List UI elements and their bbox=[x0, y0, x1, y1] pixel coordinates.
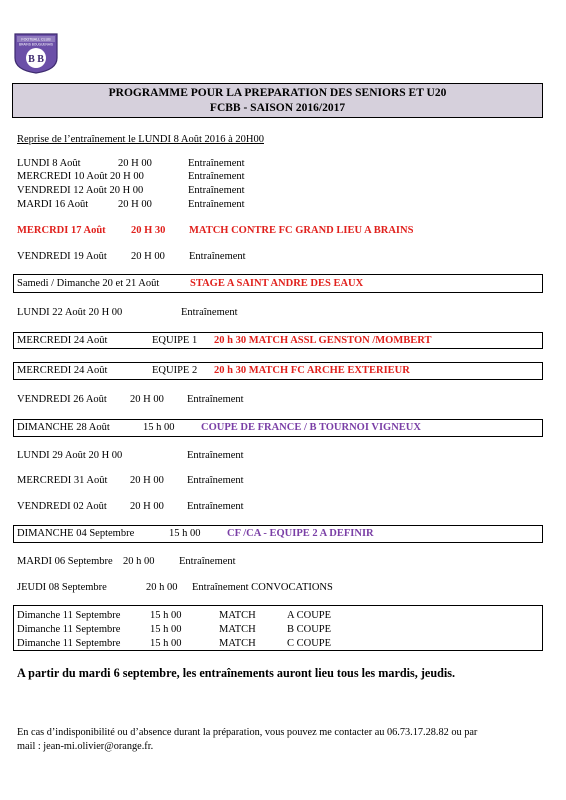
match-time: 15 h 00 bbox=[150, 624, 182, 635]
row-activity: Entraînement bbox=[187, 501, 244, 512]
row-date: MERCREDI 31 Août bbox=[17, 475, 108, 486]
match-team: B COUPE bbox=[287, 624, 332, 635]
row-date: MERCREDI 10 Août 20 H 00 bbox=[17, 171, 144, 182]
logo-text-mid: BRAINS BOUGUENAIS bbox=[18, 42, 54, 47]
row-date: DIMANCHE 28 Août bbox=[17, 422, 110, 433]
row-date: VENDREDI 19 Août bbox=[17, 251, 107, 262]
row-activity: Entraînement bbox=[187, 475, 244, 486]
row-time: 20 h 00 bbox=[146, 582, 178, 593]
row-time: 20 h 00 bbox=[123, 556, 155, 567]
reprise-line: Reprise de l’entraînement le LUNDI 8 Août 2016 à 20H00 bbox=[17, 134, 264, 145]
row-date: JEUDI 08 Septembre bbox=[17, 582, 107, 593]
row-activity: 20 h 30 MATCH ASSL GENSTON /MOMBERT bbox=[214, 335, 432, 346]
row-activity: MATCH CONTRE FC GRAND LIEU A BRAINS bbox=[189, 225, 414, 236]
row-time: 15 h 00 bbox=[169, 528, 201, 539]
row-time: 20 H 00 bbox=[130, 475, 164, 486]
row-team: EQUIPE 1 bbox=[152, 335, 198, 346]
match-type: MATCH bbox=[219, 624, 256, 635]
row-date: VENDREDI 02 Août bbox=[17, 501, 107, 512]
match-team: A COUPE bbox=[287, 610, 332, 621]
row-time: 15 h 00 bbox=[143, 422, 175, 433]
row-time: 20 H 00 bbox=[118, 158, 152, 169]
training-notice: A partir du mardi 6 septembre, les entraînements auront lieu tous les mardis, jeudis. bbox=[17, 666, 456, 680]
row-activity: Entraînement bbox=[188, 185, 245, 196]
match-day: Dimanche 11 Septembre bbox=[17, 638, 121, 649]
row-activity: Entraînement bbox=[181, 307, 238, 318]
title-box bbox=[12, 83, 543, 118]
match-day: Dimanche 11 Septembre bbox=[17, 624, 121, 635]
row-activity: Entraînement bbox=[188, 199, 245, 210]
logo-letters: B B bbox=[28, 54, 44, 65]
title-line-1: PROGRAMME POUR LA PREPARATION DES SENIORS ET U20 bbox=[108, 87, 447, 99]
row-date: LUNDI 22 Août 20 H 00 bbox=[17, 307, 123, 318]
logo-text-top: FOOTBALL CLUB bbox=[21, 37, 51, 42]
row-date: MERCREDI 24 Août bbox=[17, 335, 108, 346]
row-time: 20 H 30 bbox=[131, 225, 166, 236]
row-date: MERCRDI 17 Août bbox=[17, 225, 106, 236]
row-activity: Entraînement bbox=[187, 394, 244, 405]
club-logo bbox=[13, 32, 59, 74]
match-team: C COUPE bbox=[287, 638, 332, 649]
row-time: 20 H 00 bbox=[130, 501, 164, 512]
row-activity: Entraînement bbox=[188, 158, 245, 169]
row-activity: Entraînement bbox=[179, 556, 236, 567]
row-date: LUNDI 29 Août 20 H 00 bbox=[17, 450, 123, 461]
row-activity: Entraînement bbox=[187, 450, 244, 461]
match-time: 15 h 00 bbox=[150, 610, 182, 621]
row-activity: Entraînement bbox=[188, 171, 245, 182]
match-type: MATCH bbox=[219, 638, 256, 649]
contact-line-1: En cas d’indisponibilité ou d’absence durant la préparation, vous pouvez me contacter au 06.73.17.28.82 ou par bbox=[17, 727, 478, 738]
row-date: LUNDI 8 Août bbox=[17, 158, 81, 169]
row-time: 20 H 00 bbox=[118, 199, 152, 210]
row-date: VENDREDI 26 Août bbox=[17, 394, 107, 405]
row-activity: CF /CA - EQUIPE 2 A DEFINIR bbox=[227, 528, 374, 539]
row-activity: STAGE A SAINT ANDRE DES EAUX bbox=[190, 278, 364, 289]
contact-line-2: mail : jean-mi.olivier@orange.fr. bbox=[17, 741, 154, 752]
match-day: Dimanche 11 Septembre bbox=[17, 610, 121, 621]
row-activity: Entraînement bbox=[189, 251, 246, 262]
row-time: 20 H 00 bbox=[130, 394, 164, 405]
title-line-2: FCBB - SAISON 2016/2017 bbox=[209, 102, 346, 114]
row-date: MERCREDI 24 Août bbox=[17, 365, 108, 376]
row-date: Samedi / Dimanche 20 et 21 Août bbox=[17, 278, 160, 289]
row-time: 20 H 00 bbox=[131, 251, 165, 262]
row-activity: Entraînement CONVOCATIONS bbox=[192, 582, 333, 593]
row-team: EQUIPE 2 bbox=[152, 365, 198, 376]
row-date: MARDI 16 Août bbox=[17, 199, 89, 210]
match-time: 15 h 00 bbox=[150, 638, 182, 649]
row-activity: COUPE DE FRANCE / B TOURNOI VIGNEUX bbox=[201, 422, 421, 433]
row-activity: 20 h 30 MATCH FC ARCHE EXTERIEUR bbox=[214, 365, 410, 376]
row-date: DIMANCHE 04 Septembre bbox=[17, 528, 135, 539]
row-date: VENDREDI 12 Août 20 H 00 bbox=[17, 185, 144, 196]
match-type: MATCH bbox=[219, 610, 256, 621]
row-date: MARDI 06 Septembre bbox=[17, 556, 113, 567]
